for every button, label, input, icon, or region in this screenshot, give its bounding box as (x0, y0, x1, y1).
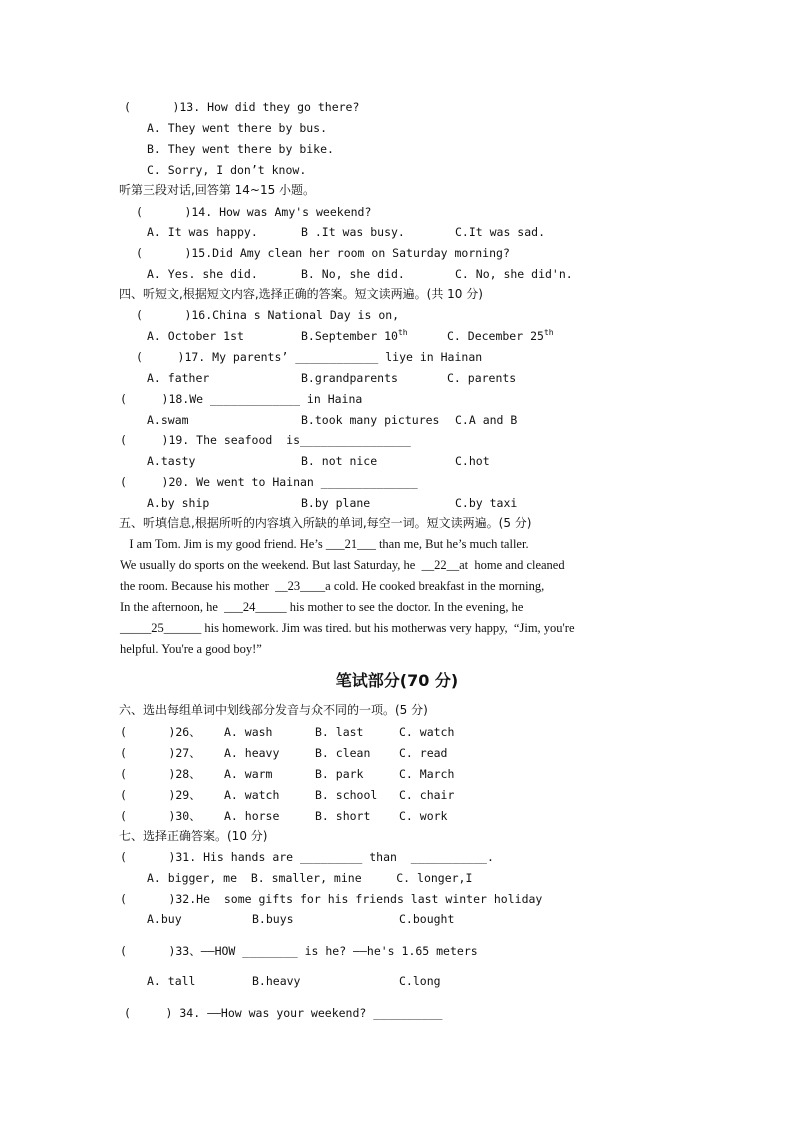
q13-option-c: C. Sorry, I don’t know. (147, 163, 307, 177)
phonics-number: ( )28、 (120, 767, 201, 781)
passage-line: helpful. You're a good boy!” (120, 642, 262, 656)
phonics-number: ( )30、 (120, 809, 201, 823)
phonics-number: ( )27、 (120, 746, 201, 760)
q20-option-b: B.by plane (301, 496, 371, 510)
q18-option-b: B.took many pictures (301, 413, 440, 427)
q13-option-b: B. They went there by bike. (147, 142, 334, 156)
part3-instruction: 听第三段对话,回答第 14~15 小题。 (119, 183, 316, 197)
phonics-option-b: B. short (315, 809, 371, 823)
q17-option-c: C. parents (447, 371, 517, 385)
phonics-option-c: C. read (399, 746, 448, 760)
q18-option-a: A.swam (147, 413, 189, 427)
phonics-option-a: A. watch (224, 788, 280, 802)
q14-option-a: A. It was happy. (147, 225, 258, 239)
q20-option-a: A.by ship (147, 496, 210, 510)
q15-stem: ( )15.Did Amy clean her room on Saturday morning? (136, 246, 510, 260)
q16-stem: ( )16.China s National Day is on, (136, 308, 400, 322)
phonics-option-b: B. last (315, 725, 364, 739)
phonics-option-b: B. school (315, 788, 378, 802)
written-part-title: 笔试部分(70 分) (335, 671, 459, 690)
passage-line: I am Tom. Jim is my good friend. He’s ___21___ than me, But he’s much taller. (120, 537, 529, 551)
q33-stem: ( )33、——HOW ________ is he? ——he's 1.65 meters (120, 944, 478, 958)
phonics-option-b: B. park (315, 767, 364, 781)
q16-option-c: C. December 25th (447, 328, 554, 343)
phonics-option-a: A. wash (224, 725, 273, 739)
q13-option-a: A. They went there by bus. (147, 121, 328, 135)
phonics-number: ( )26、 (120, 725, 201, 739)
q18-stem: ( )18.We _____________ in Haina (120, 392, 363, 406)
q19-stem: ( )19. The seafood is________________ (120, 433, 411, 447)
q19-option-b: B. not nice (301, 454, 378, 468)
phonics-option-a: A. heavy (224, 746, 280, 760)
passage-line: the room. Because his mother __23____a cold. He cooked breakfast in the morning, (120, 579, 545, 593)
q13-stem: ( )13. How did they go there? (124, 100, 360, 114)
q17-option-a: A. father (147, 371, 210, 385)
phonics-option-c: C. March (399, 767, 455, 781)
q15-option-a: A. Yes. she did. (147, 267, 258, 281)
q17-option-b: B.grandparents (301, 371, 398, 385)
phonics-option-c: C. watch (399, 725, 455, 739)
q32-option-b: B.buys (252, 912, 294, 926)
q18-option-c: C.A and B (455, 413, 518, 427)
q16-option-a: A. October 1st (147, 329, 244, 343)
q14-option-b: B .It was busy. (301, 225, 405, 239)
q14-stem: ( )14. How was Amy's weekend? (136, 205, 372, 219)
q15-option-c: C. No, she did'n. (455, 267, 573, 281)
passage-line: In the afternoon, he ___24_____ his mother to see the doctor. In the evening, he (120, 600, 524, 614)
q33-option-c: C.long (399, 974, 441, 988)
phonics-option-a: A. horse (224, 809, 280, 823)
phonics-option-c: C. chair (399, 788, 455, 802)
passage-line: We usually do sports on the weekend. But last Saturday, he __22__at home and cleaned (120, 558, 565, 572)
phonics-number: ( )29、 (120, 788, 201, 802)
phonics-option-b: B. clean (315, 746, 371, 760)
q17-stem: ( )17. My parents’ ____________ liye in Hainan (136, 350, 483, 364)
q32-option-a: A.buy (147, 912, 182, 926)
q32-option-c: C.bought (399, 912, 455, 926)
q31-stem: ( )31. His hands are _________ than ___________. (120, 850, 494, 864)
q16-option-b: B.September 10th (301, 328, 408, 343)
q19-option-c: C.hot (455, 454, 490, 468)
q31-options: A. bigger, me B. smaller, mine C. longer,I (147, 871, 473, 885)
section6-heading: 六、选出每组单词中划线部分发音与众不同的一项。(5 分) (119, 703, 428, 717)
q20-stem: ( )20. We went to Hainan ______________ (120, 475, 418, 489)
passage-line: _____25______ his homework. Jim was tired. but his motherwas very happy, “Jim, you're (120, 621, 575, 635)
section5-heading: 五、听填信息,根据所听的内容填入所缺的单词,每空一词。短文读两遍。(5 分) (119, 516, 532, 530)
phonics-option-a: A. warm (224, 767, 273, 781)
q20-option-c: C.by taxi (455, 496, 518, 510)
phonics-option-c: C. work (399, 809, 448, 823)
q19-option-a: A.tasty (147, 454, 196, 468)
q33-option-a: A. tall (147, 974, 196, 988)
q32-stem: ( )32.He some gifts for his friends last winter holiday (120, 892, 543, 906)
q14-option-c: C.It was sad. (455, 225, 546, 239)
q34-stem: ( ) 34. ——How was your weekend? __________ (124, 1006, 443, 1020)
section7-heading: 七、选择正确答案。(10 分) (119, 829, 268, 843)
section4-heading: 四、听短文,根据短文内容,选择正确的答案。短文读两遍。(共 10 分) (119, 287, 483, 301)
q15-option-b: B. No, she did. (301, 267, 405, 281)
q33-option-b: B.heavy (252, 974, 301, 988)
